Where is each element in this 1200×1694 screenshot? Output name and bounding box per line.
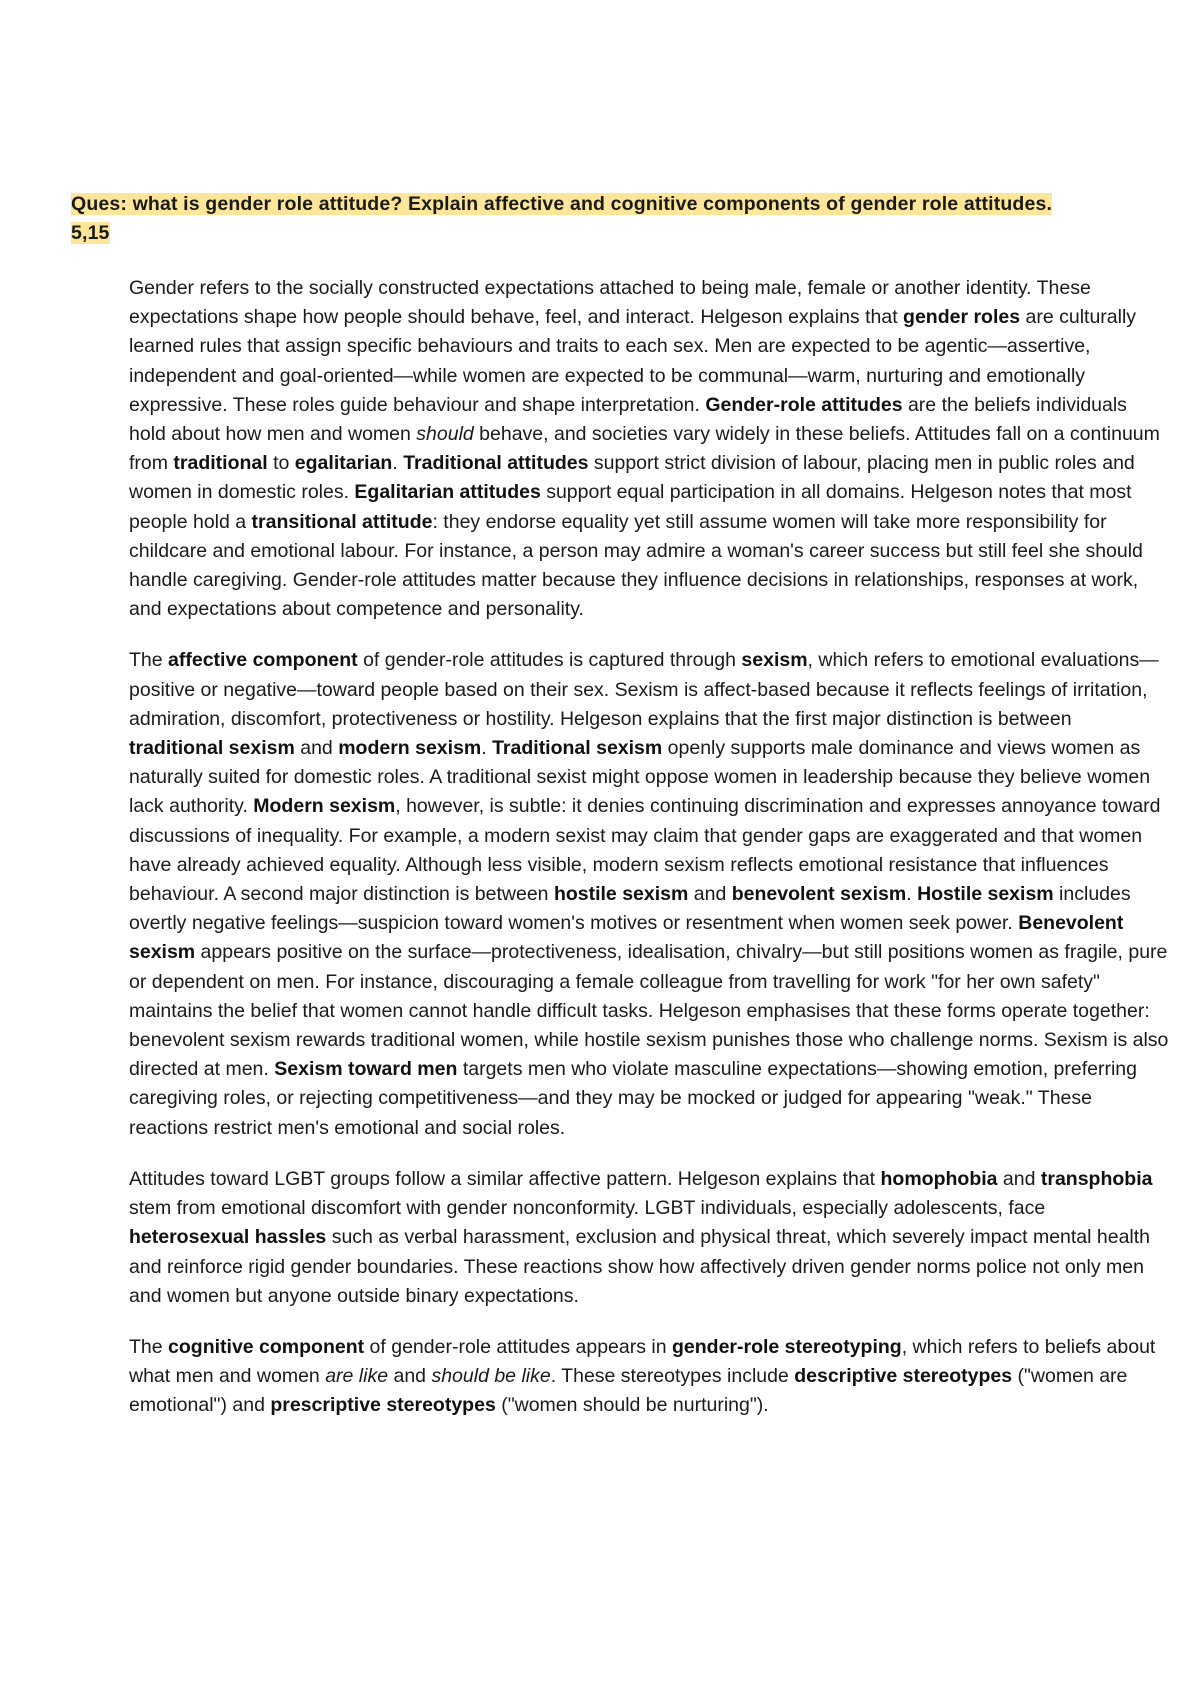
term-egalitarian: egalitarian <box>294 452 393 475</box>
term-cognitive-component: cognitive component <box>168 1335 365 1358</box>
question-text: what is gender role attitude? Explain affective and cognitive components of gender role attitudes. 5,15 <box>71 193 1053 244</box>
term-sexism-toward-men: Sexism toward men <box>274 1058 458 1081</box>
question-prefix: Ques: <box>71 193 133 215</box>
term-modern-sexism-2: Modern sexism <box>253 795 396 818</box>
term-hostile-sexism: hostile sexism <box>553 883 689 906</box>
term-modern-sexism: modern sexism <box>338 737 482 760</box>
term-descriptive-stereotypes: descriptive stereotypes <box>794 1365 1013 1388</box>
emphasis-should-be-like: should be like <box>431 1365 551 1388</box>
emphasis-should: should <box>416 423 474 446</box>
term-hostile-sexism-2: Hostile sexism <box>917 883 1054 906</box>
question-heading <box>71 190 1091 248</box>
term-transitional-attitude: transitional attitude <box>251 510 433 533</box>
paragraph-cognitive-component: The cognitive component of gender-role attitudes appears in gender-role stereotyping, which refers to beliefs about what men and women are like and should be like. These stereotypes include descriptive stereotypes ("women are emotional") and prescriptive stereotypes ("women should be nurturing"). <box>129 1335 1156 1417</box>
term-traditional-sexism: traditional sexism <box>129 737 295 760</box>
paragraph-gender-roles: Gender refers to the socially constructed expectations attached to being male, female or another identity. These expectations shape how people should behave, feel, and interact. Helgeson explains that gender roles are culturally learned rules that assign specific behaviours and traits to each sex. Men are expected to be agentic—assertive, independent and goal-oriented—while women are expected to be communal—warm, nurturing and emotionally expressive. These roles guide behaviour and shape interpretation. Gender-role attitudes are the beliefs individuals hold about how men and women should behave, and societies vary widely in these beliefs. Attitudes fall on a continuum from traditional to egalitarian. Traditional attitudes support strict division of labour, placing men in public roles and women in domestic roles. Egalitarian attitudes support equal participation in all domains. Helgeson notes that most people hold a transitional attitude: they endorse equality yet still assume women will take more responsibility for childcare and emotional labour. For instance, a person may admire a woman's career success but still feel she should handle caregiving. Gender-role attitudes matter because they influence decisions in relationships, responses at work, and expectations about competence and personality. <box>129 277 1160 621</box>
question-highlight <box>71 193 1052 244</box>
term-affective-component: affective component <box>168 649 358 672</box>
paragraph-lgbt-attitudes: Attitudes toward LGBT groups follow a similar affective pattern. Helgeson explains that homophobia and transphobia stem from emotional discomfort with gender nonconformity. LGBT individuals, especially adolescents, face heterosexual hassles such as verbal harassment, exclusion and physical threat, which severely impact mental health and reinforce rigid gender boundaries. These reactions show how affectively driven gender norms police not only men and women but anyone outside binary expectations. <box>129 1167 1153 1307</box>
term-traditional-sexism-2: Traditional sexism <box>492 737 663 760</box>
term-heterosexual-hassles: heterosexual hassles <box>129 1226 327 1249</box>
term-sexism: sexism <box>741 649 808 672</box>
emphasis-are-like: are like <box>325 1365 389 1388</box>
term-benevolent-sexism-2: Benevolent sexism <box>129 912 1124 964</box>
term-egalitarian-attitudes: Egalitarian attitudes <box>354 481 541 504</box>
term-traditional-attitudes: Traditional attitudes <box>403 452 589 475</box>
term-benevolent-sexism: benevolent sexism <box>731 883 907 906</box>
term-gender-roles: gender roles <box>903 306 1021 329</box>
term-prescriptive-stereotypes: prescriptive stereotypes <box>270 1394 496 1417</box>
term-traditional: traditional <box>173 452 268 475</box>
term-homophobia: homophobia <box>880 1167 998 1190</box>
term-gender-role-stereotyping: gender-role stereotyping <box>672 1335 902 1358</box>
paragraph-affective-component: The affective component of gender-role attitudes is captured through sexism, which refers to emotional evaluations—positive or negative—toward people based on their sex. Sexism is affect-based because it reflects feelings of irritation, admiration, discomfort, protectiveness or hostility. Helgeson explains that the first major distinction is between traditional sexism and modern sexism. Traditional sexism openly supports male dominance and views women as naturally suited for domestic roles. A traditional sexist might oppose women in leadership because they believe women lack authority. Modern sexism, however, is subtle: it denies continuing discrimination and expresses annoyance toward discussions of inequality. For example, a modern sexist may claim that gender gaps are exaggerated and that women have already achieved equality. Although less visible, modern sexism reflects emotional resistance that influences behaviour. A second major distinction is between hostile sexism and benevolent sexism. Hostile sexism includes overtly negative feelings—suspicion toward women's motives or resentment when women seek power. Benevolent sexism appears positive on the surface—protectiveness, idealisation, chivalry—but still positions women as fragile, pure or dependent on men. For instance, discouraging a female colleague from travelling for work "for her own safety" maintains the belief that women cannot handle difficult tasks. Helgeson emphasises that these forms operate together: benevolent sexism rewards traditional women, while hostile sexism punishes those who challenge norms. Sexism is also directed at men. Sexism toward men targets men who violate masculine expectations—showing emotion, preferring caregiving roles, or rejecting competitiveness—and they may be mocked or judged for appearing "weak." These reactions restrict men's emotional and social roles. <box>129 649 1169 1139</box>
term-gender-role-attitudes: Gender-role attitudes <box>705 393 903 416</box>
answer-body <box>129 274 1169 1443</box>
term-transphobia: transphobia <box>1040 1167 1153 1190</box>
